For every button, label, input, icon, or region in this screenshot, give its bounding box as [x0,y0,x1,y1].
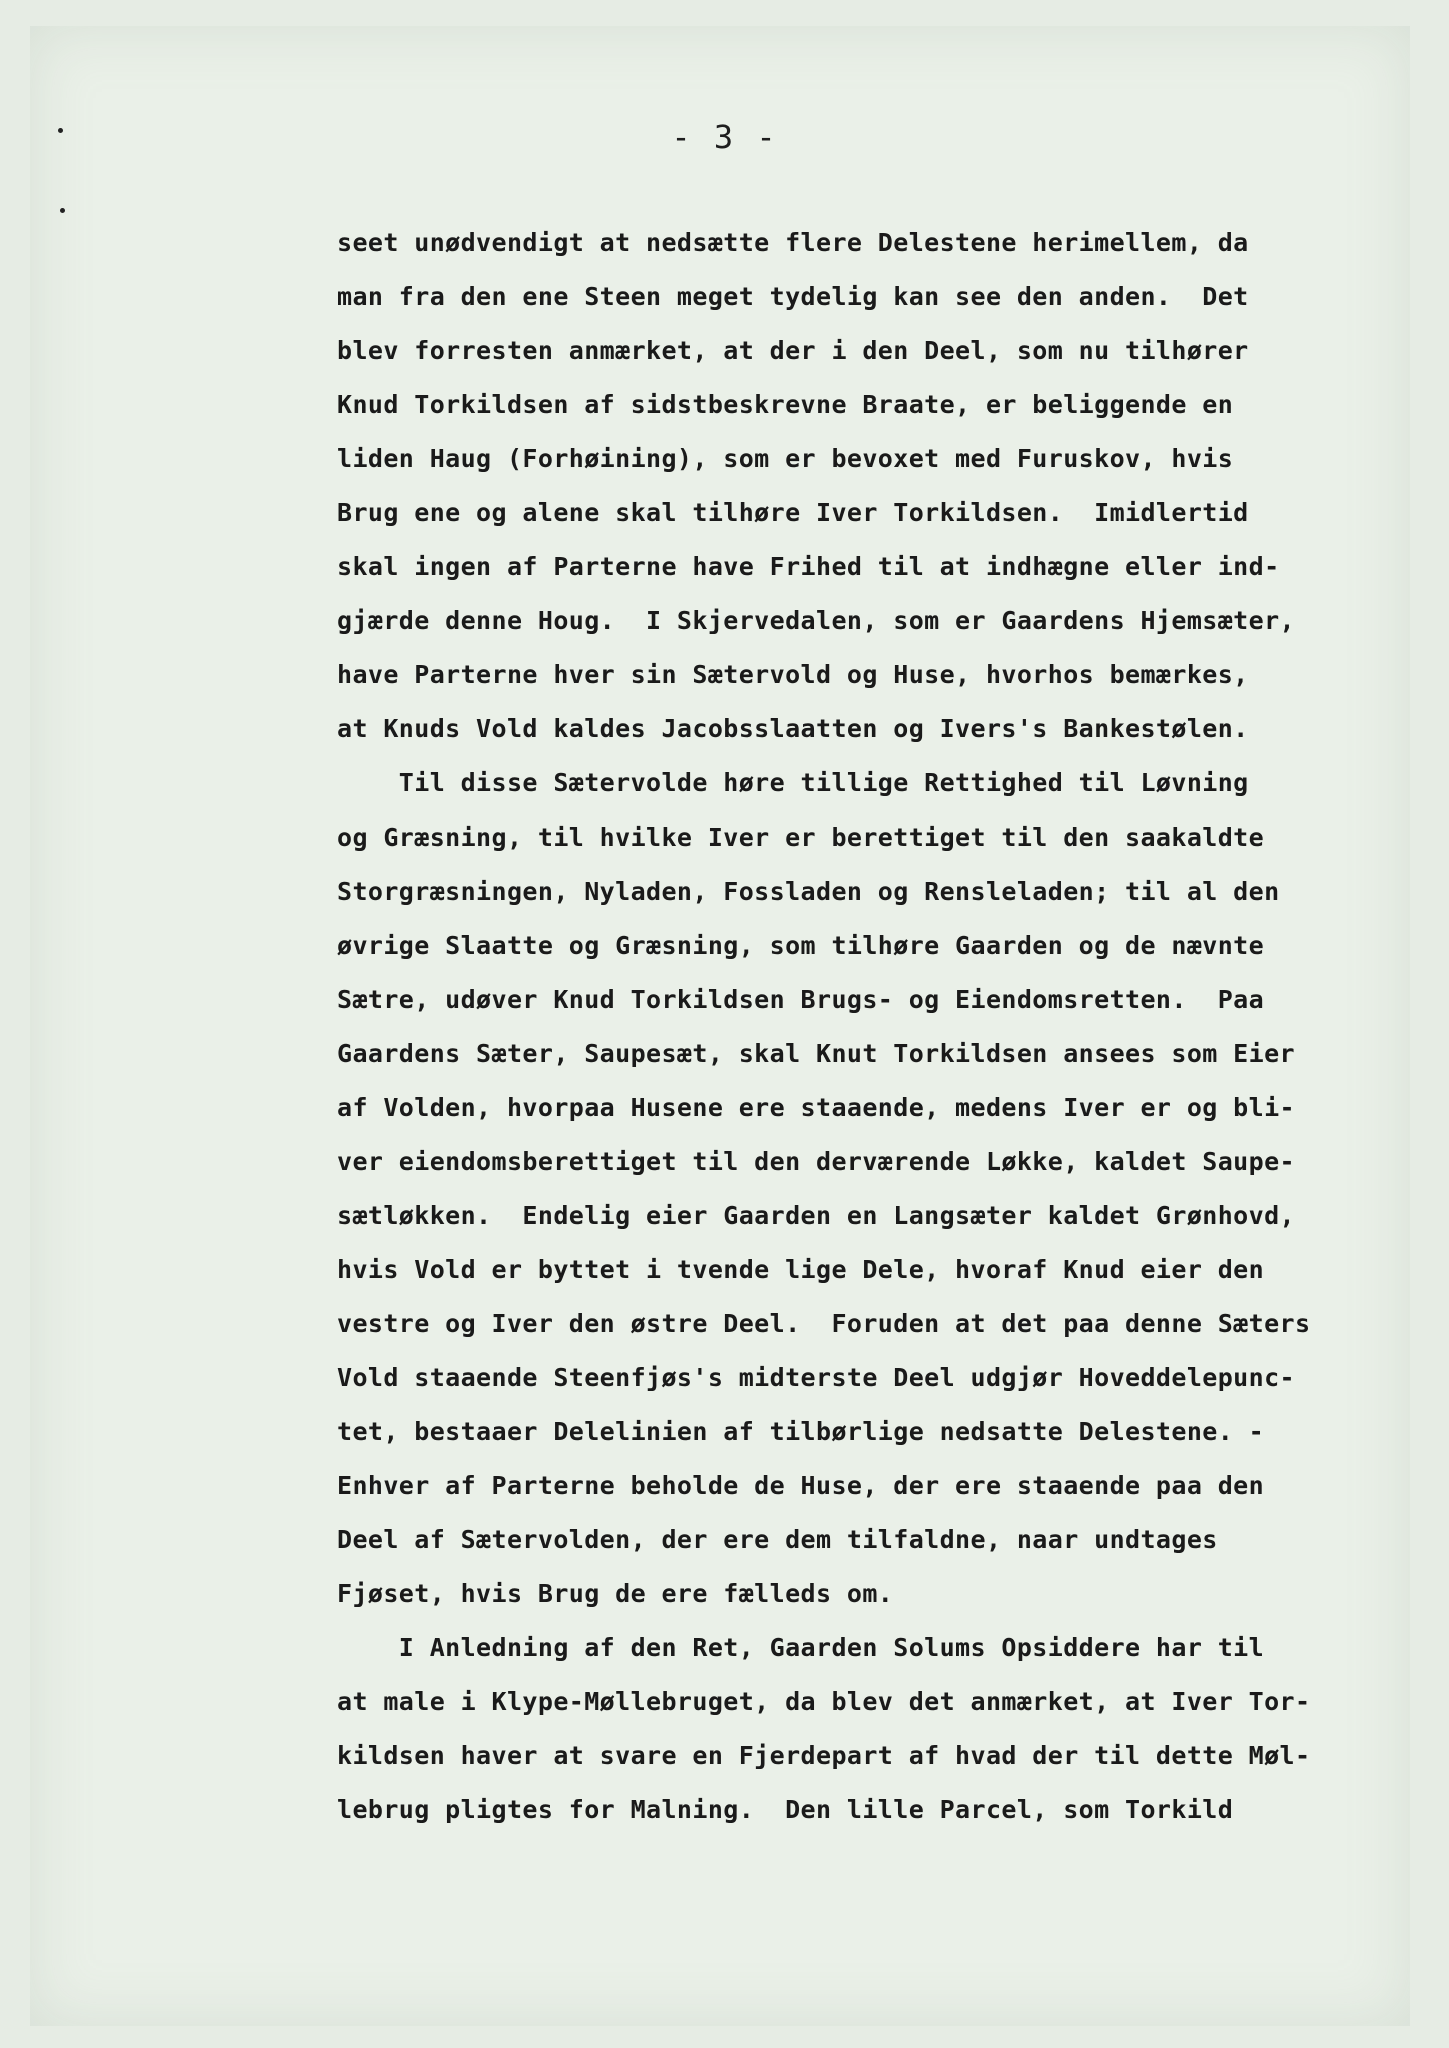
text-line: liden Haug (Forhøining), som er bevoxet med Furuskov, hvis [337,444,1234,474]
text-line: kildsen haver at svare en Fjerdepart af hvad der til dette Møl- [337,1741,1311,1771]
document-body [337,216,1417,1837]
text-line: og Græsning, til hvilke Iver er berettiget til den saakaldte [337,822,1265,852]
text-line: Knud Torkildsen af sidstbeskrevne Braate, er beliggende en [337,390,1234,420]
text-line: vestre og Iver den østre Deel. Foruden at det paa denne Sæters [337,1308,1311,1338]
text-line: have Parterne hver sin Sætervold og Huse, hvorhos bemærkes, [337,660,1249,690]
text-line: skal ingen af Parterne have Frihed til at indhægne eller ind- [337,552,1280,582]
text-line: seet unødvendigt at nedsætte flere Delestene herimellem, da [337,228,1249,257]
text-line: lebrug pligtes for Malning. Den lille Parcel, som Torkild [337,1795,1234,1825]
text-line: øvrige Slaatte og Græsning, som tilhøre Gaarden og de nævnte [337,930,1265,960]
text-line: Fjøset, hvis Brug de ere fælleds om. [337,1579,894,1609]
text-line: tet, bestaaer Delelinien af tilbørlige nedsatte Delestene. - [337,1417,1265,1447]
text-line: Brug ene og alene skal tilhøre Iver Torkildsen. Imidlertid [337,498,1249,528]
text-line: Vold staaende Steenfjøs's midterste Deel udgjør Hoveddelepunc- [337,1362,1295,1392]
text-line: Enhver af Parterne beholde de Huse, der ere staaende paa den [337,1471,1265,1501]
text-line: gjærde denne Houg. I Skjervedalen, som er Gaardens Hjemsæter, [337,606,1295,636]
text-line: Gaardens Sæter, Saupesæt, skal Knut Torkildsen ansees som Eier [337,1038,1295,1068]
text-line: man fra den ene Steen meget tydelig kan see den anden. Det [337,282,1249,312]
text-line: hvis Vold er byttet i tvende lige Dele, hvoraf Knud eier den [337,1254,1265,1284]
text-line: ver eiendomsberettiget til den derværende Løkke, kaldet Saupe- [337,1146,1295,1176]
text-line: I Anledning af den Ret, Gaarden Solums Opsiddere har til [337,1633,1265,1663]
text-line: at Knuds Vold kaldes Jacobsslaatten og Ivers's Bankestølen. [337,714,1249,744]
page-number: - 3 - [671,118,778,156]
margin-mark [60,208,65,213]
text-line: blev forresten anmærket, at der i den Deel, som nu tilhører [337,336,1249,366]
text-line: Sætre, udøver Knud Torkildsen Brugs- og Eiendomsretten. Paa [337,984,1265,1014]
text-line: Til disse Sætervolde høre tillige Rettighed til Løvning [337,768,1249,798]
text-line: af Volden, hvorpaa Husene ere staaende, medens Iver er og bli- [337,1092,1295,1122]
text-line: sætløkken. Endelig eier Gaarden en Langsæter kaldet Grønhovd, [337,1200,1295,1230]
text-line: Storgræsningen, Nyladen, Fossladen og Rensleladen; til al den [337,876,1280,906]
text-line: at male i Klype-Møllebruget, da blev det anmærket, at Iver Tor- [337,1687,1311,1717]
text-line: Deel af Sætervolden, der ere dem tilfaldne, naar undtages [337,1525,1218,1555]
